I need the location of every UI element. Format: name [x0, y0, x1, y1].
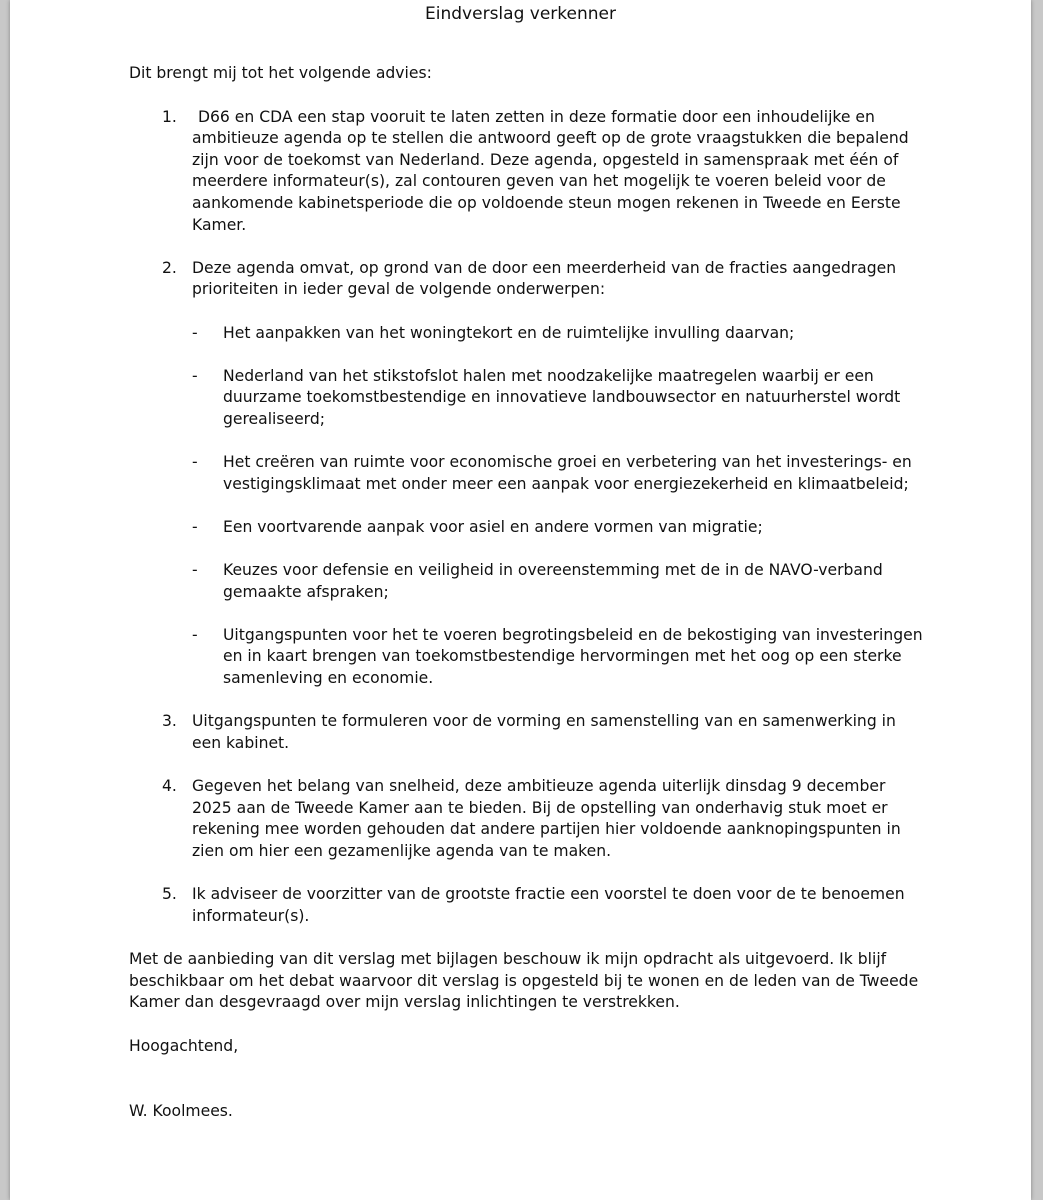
topic-item: [192, 625, 929, 690]
advice-number: 2.: [162, 258, 177, 277]
bullet-dash: -: [192, 625, 198, 644]
topic-text: Het creëren van ruimte voor economische groei en verbetering van het investerings- en vestigingsklimaat met onder meer een aanpak voor energiezekerheid en klimaatbeleid;: [223, 453, 912, 493]
document-title: Eindverslag verkenner: [425, 4, 616, 24]
advice-number: 4.: [162, 777, 177, 795]
bullet-dash: -: [192, 561, 198, 580]
topic-text: Een voortvarende aanpak voor asiel en andere vormen van migratie;: [223, 517, 763, 536]
advice-text: D66 en CDA een stap vooruit te laten zetten in deze formatie door een inhoudelijke en ambitieuze agenda op te stellen die antwoord geeft op de grote vraagstukken die bepalend zijn voor de toekomst van Nederland. Deze agenda, opgesteld in samenspraak met één of meerdere informateur(s), zal contouren geven van het mogelijk te voeren beleid voor de aankomende kabinetsperiode die op voldoende steun mogen rekenen in Tweede en Eerste Kamer.: [192, 107, 909, 234]
topic-text: Uitgangspunten voor het te voeren begrotingsbeleid en de bekostiging van investeringen en in kaart brengen van toekomstbestendige hervormingen met het oog op een sterke samenleving en economie.: [223, 625, 923, 688]
advice-list: [129, 107, 929, 928]
topic-item: [192, 560, 929, 603]
advice-item: [129, 884, 929, 927]
document-page: [10, 0, 1031, 1200]
topic-item: [192, 366, 929, 431]
advice-text: Ik adviseer de voorzitter van de grootste fractie een voorstel te doen voor de te benoemen informateur(s).: [192, 884, 905, 925]
topic-list: [192, 323, 929, 690]
bullet-dash: -: [192, 517, 198, 536]
document-body: [129, 63, 929, 1122]
advice-text: Gegeven het belang van snelheid, deze ambitieuze agenda uiterlijk dinsdag 9 december 2025 aan de Tweede Kamer aan te bieden. Bij de opstelling van onderhavig stuk moet er rekening mee worden gehouden dat andere partijen hier voldoende aanknopingspunten in zien om hier een gezamenlijke agenda van te maken.: [192, 777, 901, 860]
topic-text: Nederland van het stikstofslot halen met noodzakelijke maatregelen waarbij er een duurzame toekomstbestendige en innovatieve landbouwsector en natuurherstel wordt gerealiseerd;: [223, 366, 901, 428]
signature: W. Koolmees.: [129, 1101, 233, 1120]
advice-item: [129, 107, 929, 237]
advice-text: Uitgangspunten te formuleren voor de vorming en samenstelling van en samenwerking in een kabinet.: [192, 712, 896, 752]
topic-text: Keuzes voor defensie en veiligheid in overeenstemming met de in de NAVO-verband gemaakte afspraken;: [223, 561, 883, 601]
topic-item: [192, 517, 929, 539]
bullet-dash: -: [192, 323, 198, 342]
advice-number: 1.: [162, 107, 177, 126]
greeting: Hoogachtend,: [129, 1036, 239, 1055]
advice-number: 5.: [162, 884, 177, 903]
topic-text: Het aanpakken van het woningtekort en de ruimtelijke invulling daarvan;: [223, 323, 795, 342]
topic-item: [192, 323, 929, 345]
bullet-dash: -: [192, 366, 198, 385]
advice-item: [129, 776, 929, 862]
intro-paragraph: Dit brengt mij tot het volgende advies:: [129, 64, 432, 82]
bullet-dash: -: [192, 453, 198, 472]
advice-item: [129, 258, 929, 690]
closing-paragraph: Met de aanbieding van dit verslag met bijlagen beschouw ik mijn opdracht als uitgevoerd. Ik blijf beschikbaar om het debat waarvoor dit verslag is opgesteld bij te wonen en de leden van de Tweede Kamer dan desgevraagd over mijn verslag inlichtingen te verstrekken.: [129, 950, 919, 1012]
advice-item: [129, 711, 929, 754]
topic-item: [192, 452, 929, 495]
advice-number: 3.: [162, 712, 177, 731]
advice-text: Deze agenda omvat, op grond van de door een meerderheid van de fracties aangedragen prioriteiten in ieder geval de volgende onderwerpen:: [192, 258, 897, 299]
